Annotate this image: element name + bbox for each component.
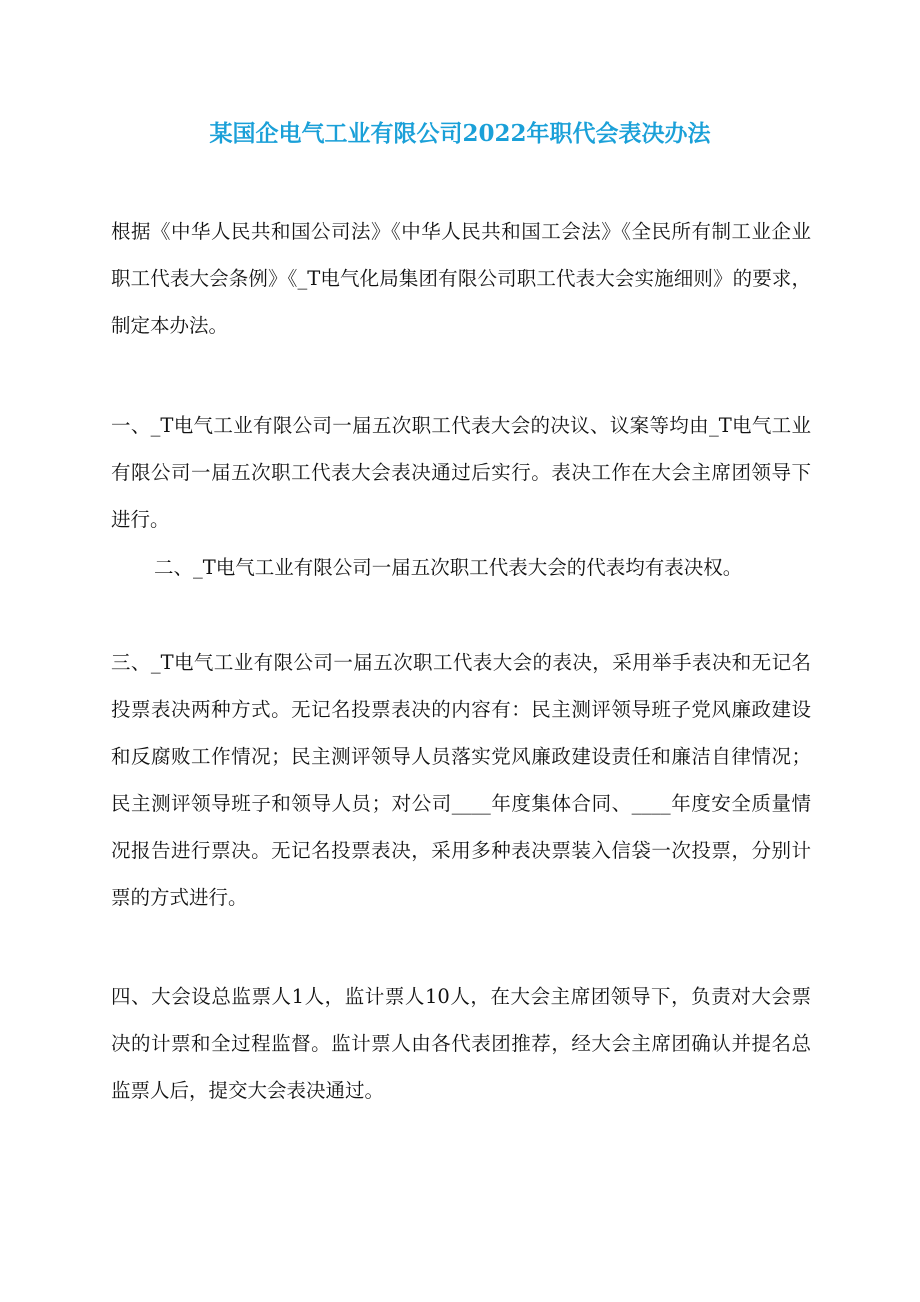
paragraph-article-2: 二、_T电气工业有限公司一届五次职工代表大会的代表均有表决权。 <box>154 556 743 579</box>
document-title: 某国企电气工业有限公司2022年职代会表决办法 <box>209 120 711 147</box>
paragraph-article-1: 一、_T电气工业有限公司一届五次职工代表大会的决议、议案等均由_T电气工业有限公司一届五次职工代表大会表决通过后实行。表决工作在大会主席团领导下进行。 <box>111 414 811 531</box>
paragraph-article-3: 三、_T电气工业有限公司一届五次职工代表大会的表决，采用举手表决和无记名投票表决两种方式。无记名投票表决的内容有：民主测评领导班子党风廉政建设和反腐败工作情况；民主测评领导人员落实党风廉政建设责任和廉洁自律情况；民主测评领导班子和领导人员；对公司____年度集体合同、____年度安全质量情况报告进行票决。无记名投票表决，采用多种表决票装入信袋一次投票，分别计票的方式进行。 <box>111 651 811 909</box>
paragraph-article-4: 四、大会设总监票人1人，监计票人10人，在大会主席团领导下，负责对大会票决的计票和全过程监督。监计票人由各代表团推荐，经大会主席团确认并提名总监票人后，提交大会表决通过。 <box>111 985 811 1102</box>
paragraph-preamble: 根据《中华人民共和国公司法》《中华人民共和国工会法》《全民所有制工业企业职工代表大会条例》《_T电气化局集团有限公司职工代表大会实施细则》的要求，制定本办法。 <box>111 220 811 337</box>
